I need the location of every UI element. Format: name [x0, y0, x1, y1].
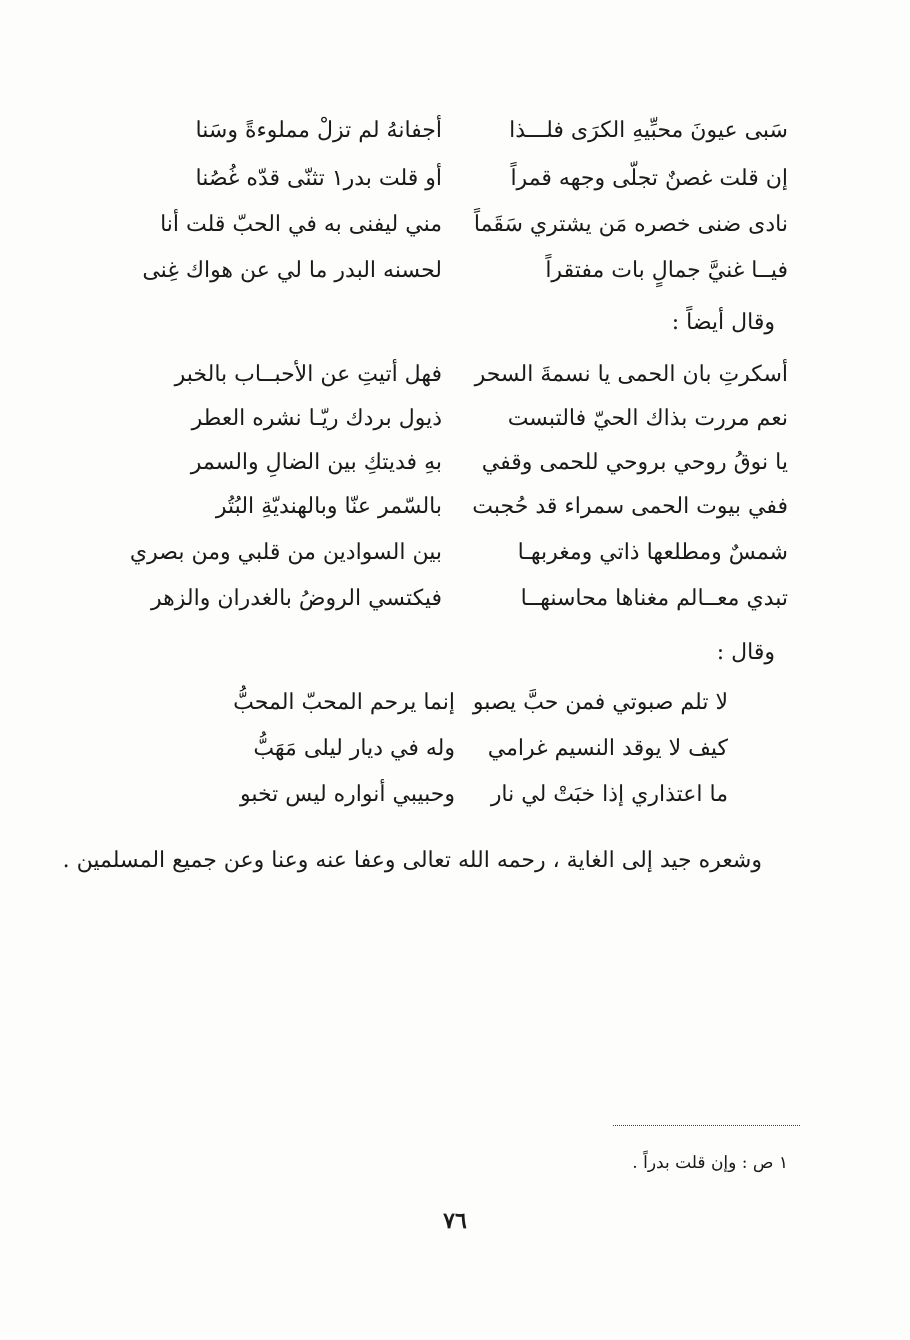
verse-8-second-hemistich: بالسّمر عنّا وبالهنديّةِ البُتُر	[215, 494, 442, 519]
verse-12-first-hemistich: كيف لا يوقد النسيم غرامي	[487, 736, 728, 761]
verse-3-second-hemistich: مني ليفنى به في الحبّ قلت أنا	[160, 212, 442, 237]
closing-paragraph: وشعره جيد إلى الغاية ، رحمه الله تعالى وعفا عنه وعنا وعن جميع المسلمين .	[62, 848, 762, 873]
verse-7-second-hemistich: بهِ فديتكِ بين الضالِ والسمر	[190, 450, 442, 475]
verse-2-first-hemistich: إن قلت غصنٌ تجلّى وجهه قمراً	[510, 166, 788, 191]
verse-5-first-hemistich: أسكرتِ بان الحمى يا نسمةَ السحر	[474, 362, 788, 387]
verse-12-second-hemistich: وله في ديار ليلى مَهَبُّ	[253, 736, 455, 761]
footnote-separator	[613, 1125, 800, 1126]
verse-3-first-hemistich: نادى ضنى خصره مَن يشتري سَقَماً	[473, 212, 788, 237]
verse-13-second-hemistich: وحبيبي أنواره ليس تخبو	[239, 782, 455, 807]
verse-13-first-hemistich: ما اعتذاري إذا خبَتْ لي نار	[490, 782, 728, 807]
section-heading: وقال :	[716, 640, 775, 665]
verse-6-first-hemistich: نعم مررت بذاك الحيّ فالتبست	[507, 406, 788, 431]
verse-10-second-hemistich: فيكتسي الروضُ بالغدران والزهر	[151, 586, 442, 611]
verse-6-second-hemistich: ذيول بردك ريّـا نشره العطر	[191, 406, 442, 431]
verse-8-first-hemistich: ففي بيوت الحمى سمراء قد حُجبت	[472, 494, 788, 519]
verse-5-second-hemistich: فهل أتيتِ عن الأحبــاب بالخبر	[174, 362, 442, 387]
verse-1-first-hemistich: سَبى عيونَ محبِّيهِ الكرَى فلـــذا	[509, 118, 788, 143]
verse-9-second-hemistich: بين السوادين من قلبي ومن بصري	[129, 540, 442, 565]
verse-4-second-hemistich: لحسنه البدر ما لي عن هواك غِنى	[142, 258, 442, 283]
footnote: ١ ص : وإن قلت بدراً .	[632, 1153, 788, 1173]
section-heading: وقال أيضاً :	[671, 310, 775, 335]
verse-9-first-hemistich: شمسٌ ومطلعها ذاتي ومغربهـا	[517, 540, 788, 565]
verse-10-first-hemistich: تبدي معــالم مغناها محاسنهــا	[520, 586, 788, 611]
verse-11-second-hemistich: إنما يرحم المحبّ المحبُّ	[233, 690, 455, 715]
verse-7-first-hemistich: يا نوقُ روحي بروحي للحمى وقفي	[481, 450, 788, 475]
verse-2-second-hemistich: أو قلت بدر١ تثنّى قدّه غُصُنا	[195, 166, 442, 191]
verse-11-first-hemistich: لا تلم صبوتي فمن حبَّ يصبو	[472, 690, 728, 715]
page-number: ٧٦	[443, 1208, 467, 1234]
verse-1-second-hemistich: أجفانهُ لم تزلْ مملوءةً وسَنا	[195, 118, 442, 143]
verse-4-first-hemistich: فيــا غنيَّ جمالٍ بات مفتقراً	[545, 258, 788, 283]
